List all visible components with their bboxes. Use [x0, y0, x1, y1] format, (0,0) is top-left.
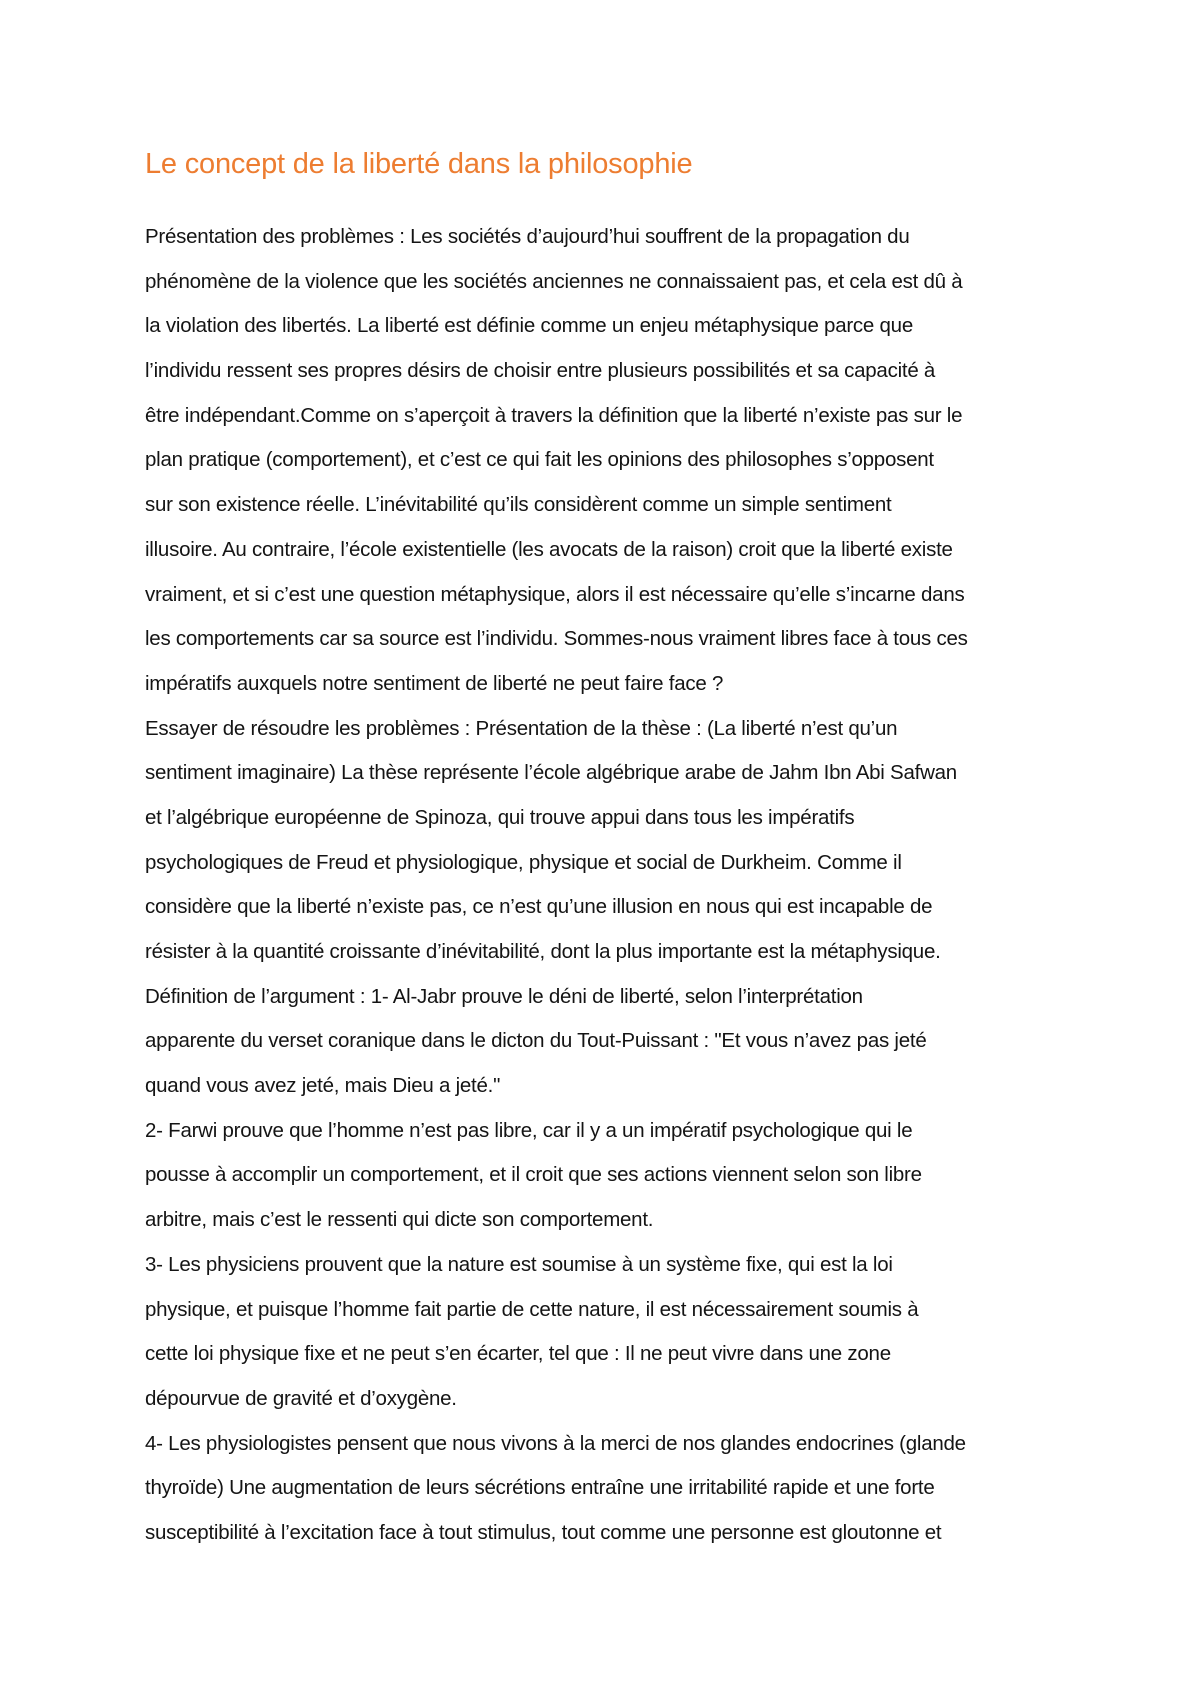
text-line: Définition de l’argument : 1- Al-Jabr prouve le déni de liberté, selon l’interprétation: [145, 984, 863, 1008]
document-title: Le concept de la liberté dans la philosophie: [145, 148, 693, 180]
text-line: phénomène de la violence que les sociétés anciennes ne connaissaient pas, et cela est dû à: [145, 269, 963, 293]
text-line: résister à la quantité croissante d’inévitabilité, dont la plus importante est la métaphysique.: [145, 940, 941, 963]
text-line: dépourvue de gravité et d’oxygène.: [145, 1386, 457, 1410]
text-line: considère que la liberté n’existe pas, ce n’est qu’une illusion en nous qui est incapable de: [145, 895, 933, 919]
text-line: physique, et puisque l’homme fait partie de cette nature, il est nécessairement soumis à: [145, 1297, 919, 1321]
text-line: être indépendant.Comme on s’aperçoit à travers la définition que la liberté n’existe pas sur le: [145, 403, 963, 427]
text-line: la violation des libertés. La liberté est définie comme un enjeu métaphysique parce que: [145, 314, 913, 338]
text-line: illusoire. Au contraire, l’école existentielle (les avocats de la raison) croit que la liberté existe: [145, 537, 953, 561]
text-line: l’individu ressent ses propres désirs de choisir entre plusieurs possibilités et sa capacité à: [145, 359, 936, 383]
text-line: 2- Farwi prouve que l’homme n’est pas libre, car il y a un impératif psychologique qui le: [145, 1118, 913, 1142]
text-line: plan pratique (comportement), et c’est ce qui fait les opinions des philosophes s’opposent: [145, 448, 934, 472]
text-line: cette loi physique fixe et ne peut s’en écarter, tel que : Il ne peut vivre dans une zone: [145, 1342, 891, 1366]
text-line: pousse à accomplir un comportement, et il croit que ses actions viennent selon son libre: [145, 1163, 922, 1187]
text-line: sur son existence réelle. L’inévitabilité qu’ils considèrent comme un simple sentiment: [145, 493, 892, 517]
text-line: 3- Les physiciens prouvent que la nature est soumise à un système fixe, qui est la loi: [145, 1252, 893, 1276]
text-line: et l’algébrique européenne de Spinoza, qui trouve appui dans tous les impératifs: [145, 805, 855, 829]
text-line: susceptibilité à l’excitation face à tout stimulus, tout comme une personne est gloutonne et: [145, 1520, 942, 1544]
document-body: [145, 215, 1075, 1556]
text-line: 4- Les physiologistes pensent que nous vivons à la merci de nos glandes endocrines (glande: [145, 1431, 966, 1455]
text-line: apparente du verset coranique dans le dicton du Tout-Puissant : "Et vous n’avez pas jeté: [145, 1029, 927, 1053]
text-line: les comportements car sa source est l’individu. Sommes-nous vraiment libres face à tous ces: [145, 627, 968, 651]
text-line: Essayer de résoudre les problèmes : Présentation de la thèse : (La liberté n’est qu’un: [145, 716, 898, 740]
text-line: Présentation des problèmes : Les sociétés d’aujourd’hui souffrent de la propagation du: [145, 225, 910, 248]
text-line: quand vous avez jeté, mais Dieu a jeté.": [145, 1074, 501, 1098]
text-line: impératifs auxquels notre sentiment de liberté ne peut faire face ?: [145, 671, 724, 695]
text-line: arbitre, mais c’est le ressenti qui dicte son comportement.: [145, 1208, 654, 1232]
text-line: vraiment, et si c’est une question métaphysique, alors il est nécessaire qu’elle s’incarne dans: [145, 582, 965, 606]
text-line: psychologiques de Freud et physiologique, physique et social de Durkheim. Comme il: [145, 850, 902, 874]
text-line: sentiment imaginaire) La thèse représente l’école algébrique arabe de Jahm Ibn Abi Safwan: [145, 761, 957, 785]
text-line: thyroïde) Une augmentation de leurs sécrétions entraîne une irritabilité rapide et une forte: [145, 1476, 935, 1500]
